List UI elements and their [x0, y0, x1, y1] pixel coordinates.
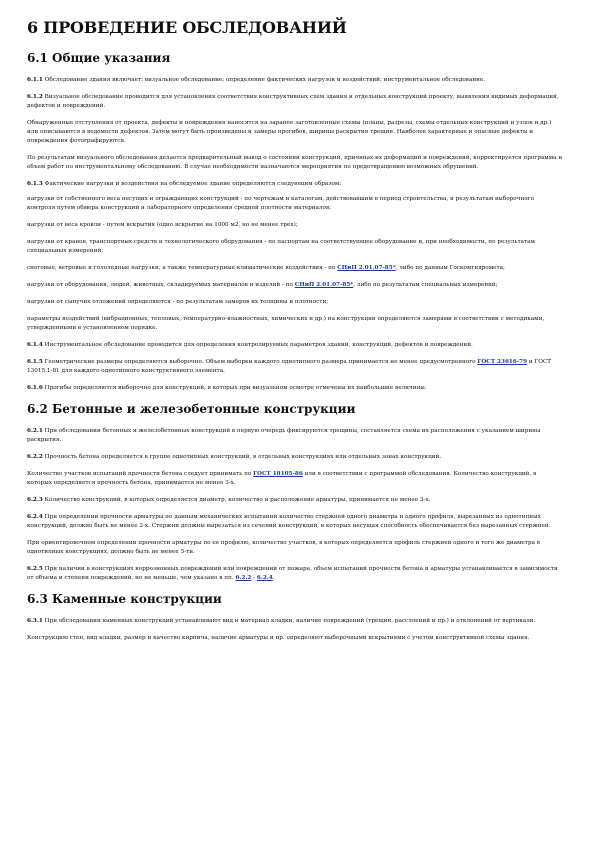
- section-heading-6-2: 6.2 Бетонные и железобетонные конструкции: [27, 402, 356, 416]
- clause-number: 6.2.4: [27, 514, 43, 520]
- section-heading-6-1: 6.1 Общие указания: [27, 51, 171, 65]
- clause-number: 6.1.2: [27, 94, 43, 100]
- clause-number: 6.3.1: [27, 618, 43, 624]
- paragraph-6-1-5: 6.1.5 Геометрические размеры определяются выборочно. Объем выборки каждого однотипного размера принимается не менее предусмотренного ГОСТ 23616-79 и ГОСТ 13015.1-81 для каждого однотипного конструктивного элемента.: [27, 359, 552, 374]
- gost-link[interactable]: ГОСТ 18105-86: [253, 471, 303, 477]
- paragraph-text: Обследование здания включает: визуальное обследование; определение фактических нагрузок и воздействий; инструментальное обследование.: [44, 77, 486, 83]
- paragraph-impacts: параметры воздействий (вибрационных, тепловых, температурно-влажностных, химических и др.) на конструкции определяются замерами в соответствии с методиками, утвержденными в установленном порядке.: [27, 316, 545, 331]
- gost-link[interactable]: ГОСТ 23616-79: [477, 359, 528, 365]
- paragraph-text: При обследовании бетонных и железобетонных конструкций в первую очередь фиксируются трещины, составляется схема их расположения с указанием ширины раскрытия.: [27, 428, 541, 443]
- clause-number: 6.2.1: [27, 428, 43, 434]
- paragraph-text: Визуальное обследование проводится для установления соответствия конструктивных схем здания и отдельных конструкций проекту, выявления видимых деформаций, дефектов и повреждений.: [27, 94, 559, 109]
- paragraph-snow-wind: снеговые, ветровые и гололедные нагрузки, а также температурные климатические воздействия - по СНиП 2.01.07-85*, либо по данным Госкомгидромета;: [27, 265, 505, 271]
- clause-number: 6.2.5: [27, 566, 43, 572]
- paragraph-6-1-3: [27, 180, 563, 189]
- section-heading-6-3: 6.3 Каменные конструкции: [27, 592, 222, 606]
- paragraph-crane-loads: нагрузки от кранов, транспортных средств и технологического оборудования - по паспортам на соответствующее оборудование и, при необходимости, по результатам специальных измерений;: [27, 239, 535, 254]
- paragraph-6-2-4: [27, 513, 563, 531]
- clause-number: 6.2.3: [27, 497, 43, 503]
- paragraph-conclusion: По результатам визуального обследования делается предварительный вывод о состоянии конструкций, причинах их деформаций и повреждений, корректируется программа и объем работ по инструментальному обследованию. В случае необходимости назначаются мероприятия по предотвращению возможных обрушений.: [27, 155, 563, 170]
- paragraph-6-1-2: [27, 93, 563, 111]
- paragraph-6-2-5: 6.2.5 При наличии в конструкциях коррозионных повреждений или повреждений от пожара, объем испытаний прочности бетона и арматуры устанавливается в зависимости от объема и степени повреждений, но не меньше, чем указано в пп. 6.2.2 - 6.2.4.: [27, 566, 558, 581]
- paragraph-text: При обследовании каменных конструкций устанавливают вид и материал кладки, наличие повреждений (трещин, расслоений и пр.) и отклонений от вертикали.: [44, 618, 536, 624]
- page-title: 6 ПРОВЕДЕНИЕ ОБСЛЕДОВАНИЙ: [27, 18, 347, 37]
- paragraph-6-2-3: [27, 496, 563, 505]
- paragraph-6-1-4: [27, 341, 563, 350]
- paragraph-text: Прочность бетона определяется в группе однотипных конструкций, в отдельных конструкциях или отдельных зонах конструкций.: [44, 454, 442, 460]
- paragraph-test-sections: Количество участков испытаний прочности бетона следует принимать по ГОСТ 18105-86 или в соответствии с программой обследования. Количество конструкций, в которых определяется прочность бетона, принимается не менее 3-х.: [27, 471, 537, 486]
- paragraph-defects: Обнаруженные отступления от проекта, дефекты и повреждения наносятся на заранее заготовленные схемы (планы, разрезы, схемы отдельных конструкций и узлов и др.) или описываются в ведомости дефектов. Затем могут быть произведены и замеры прогибов, ширины раскрытия трещин. Наиболее характерные и опасные дефекты и повреждения фотографируются.: [27, 120, 552, 144]
- clause-number: 6.1.5: [27, 359, 43, 365]
- paragraph-text: Инструментальное обследование проводится для определения контролируемых параметров зданий, конструкций, дефектов и повреждений.: [44, 342, 473, 348]
- clause-link-6-2-4[interactable]: 6.2.4: [256, 575, 273, 581]
- clause-link-6-2-2[interactable]: 6.2.2: [235, 575, 252, 581]
- paragraph-text: Фактические нагрузки и воздействия на обследуемое здание определяются следующим образом:: [44, 181, 342, 187]
- clause-number: 6.1.1: [27, 77, 43, 83]
- paragraph-equipment: нагрузки от оборудования, людей, животных, складируемых материалов и изделий - по СНиП 2.01.07-85*, либо по результатам специальных измерений;: [27, 282, 498, 288]
- paragraph-roof-weight: нагрузки от веса кровли - путем вскрытия (одно вскрытие на 1000 м2, но не менее трех);: [27, 222, 298, 228]
- paragraph-masonry: Конструкцию стен, вид кладки, размер и качество кирпича, наличие арматуры и пр. определяют выборочными вскрытиями с учетом конструктивной схемы здания.: [27, 635, 530, 641]
- paragraph-6-2-2: [27, 453, 563, 462]
- clause-number: 6.1.6: [27, 385, 43, 391]
- paragraph-rebar-profile: При ориентировочном определении прочности арматуры по ее профилю, количество участков, в которых определяется профиль стержней одного и того же диаметра в однотипных конструкциях, должно быть не менее 5-ти.: [27, 540, 540, 555]
- paragraph-deposits: нагрузки от сыпучих отложений определяются - по результатам замеров их толщины и плотности;: [27, 299, 329, 305]
- paragraph-6-1-1: [27, 76, 563, 85]
- paragraph-text: При определении прочности арматуры по данным механических испытаний количество стержней одного диаметра и одного профиля, вырезанных из однотипных конструкций, должно быть не менее 2-х. Стержни должны вырезаться из сечений конструкций, в которых несущая способность обеспечивается без вырезанных стержней.: [27, 514, 551, 529]
- paragraph-text: Количество конструкций, в которых определяется диаметр, количество и расположение арматуры, принимается не менее 3-х.: [44, 497, 431, 503]
- clause-number: 6.2.2: [27, 454, 43, 460]
- paragraph-6-3-1: [27, 617, 563, 626]
- paragraph-6-2-1: [27, 427, 563, 445]
- clause-number: 6.1.3: [27, 181, 43, 187]
- snip-link[interactable]: СНиП 2.01.07-85*: [294, 282, 354, 288]
- paragraph-text: Прогибы определяются выборочно для конструкций, в которых при визуальном осмотре отмечены их наибольшие величины.: [44, 385, 427, 391]
- clause-number: 6.1.4: [27, 342, 43, 348]
- paragraph-6-1-6: [27, 384, 563, 393]
- paragraph-self-weight: нагрузки от собственного веса несущих и ограждающих конструкций - по чертежам и каталогам, действовавшим в период строительства, и результатам выборочного контроля путем обмера конструкций и лабораторного определения средней плотности материалов;: [27, 196, 535, 211]
- snip-link[interactable]: СНиП 2.01.07-85*: [337, 265, 396, 271]
